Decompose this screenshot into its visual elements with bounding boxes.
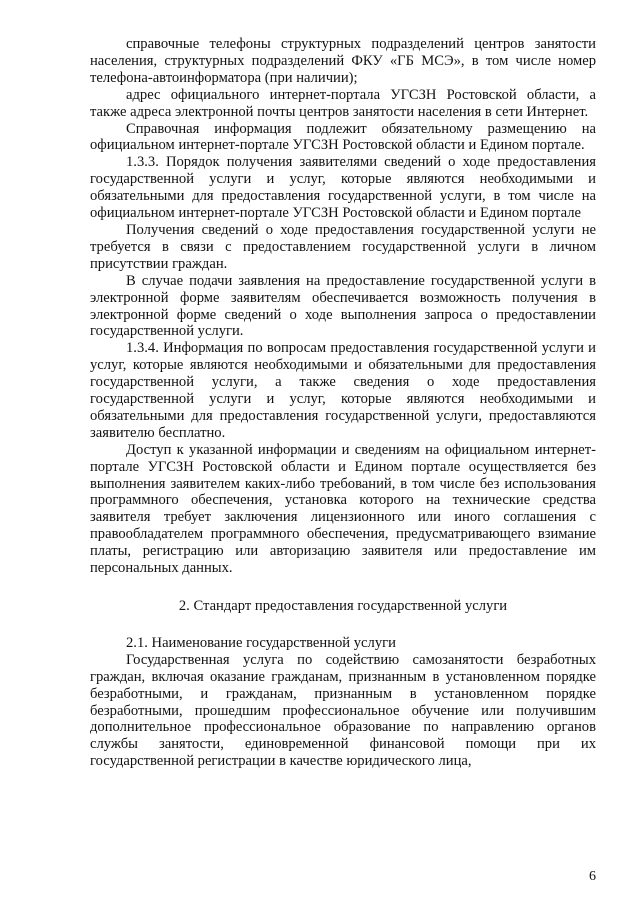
paragraph-progress-info: Получения сведений о ходе предоставления государственной услуги не требуется в связи с предоставлением государственной услуги в личном присутствии граждан. [90,221,596,272]
paragraph-contact-phones: справочные телефоны структурных подразделений центров занятости населения, структурных подразделений ФКУ «ГБ МСЭ», в том числе номер телефона-автоинформатора (при наличии); [90,36,596,86]
paragraph-2-1-heading: 2.1. Наименование государственной услуги [126,634,396,651]
paragraph-reference-info: Справочная информация подлежит обязательному размещению на официальном интернет-портале УГСЗН Ростовской области и Едином портале. [90,120,596,154]
paragraph-electronic-form: В случае подачи заявления на предоставление государственной услуги в электронной форме заявителям обеспечивается возможность получения в электронной форме сведений о ходе выполнения запроса о предоставлении государственной услуги. [90,272,596,340]
paragraph-portal-address: адрес официального интернет-портала УГСЗН Ростовской области, а также адреса электронной почты центров занятости населения в сети Интернет. [90,86,596,120]
paragraph-access-info: Доступ к указанной информации и сведениям на официальном интернет-портале УГСЗН Ростовской области и Едином портале осуществляется без выполнения заявителем каких-либо требований, в том числе без использования программного обеспечения, установка которого на технические средства заявителя требует заключения лицензионного или иного соглашения с правообладателем программного обеспечения, предусматривающего взимание платы, регистрацию или авторизацию заявителя или предоставление им персональных данных. [90,441,596,577]
page-number: 6 [589,869,596,884]
paragraph-1-3-4: 1.3.4. Информация по вопросам предоставления государственной услуги и услуг, которые являются необходимыми и обязательными для предоставления государственной услуги, а также сведения о ходе предоставления государственной услуги и услуг, которые являются необходимыми и обязательными для предоставления государственной услуги, предоставляются заявителю бесплатно. [90,340,596,441]
document-page [90,36,596,770]
section-heading: 2. Стандарт предоставления государственной услуги [178,598,508,614]
paragraph-service-name: Государственная услуга по содействию самозанятости безработных граждан, включая оказание гражданам, признанным в установленном порядке безработными, и гражданам, признанным в установленном порядке безработными, прошедшим профессиональное обучение или получившим дополнительное профессиональное образование по направлению органов службы занятости, единовременной финансовой помощи при их государственной регистрации в качестве юридического лица, [90,651,596,770]
paragraph-1-3-3-heading: 1.3.3. Порядок получения заявителями сведений о ходе предоставления государственной услуги и услуг, которые являются необходимыми и обязательными для предоставления государственной услуги, в том числе на официальном интернет-портале УГСЗН Ростовской области и Едином портале [90,154,596,222]
